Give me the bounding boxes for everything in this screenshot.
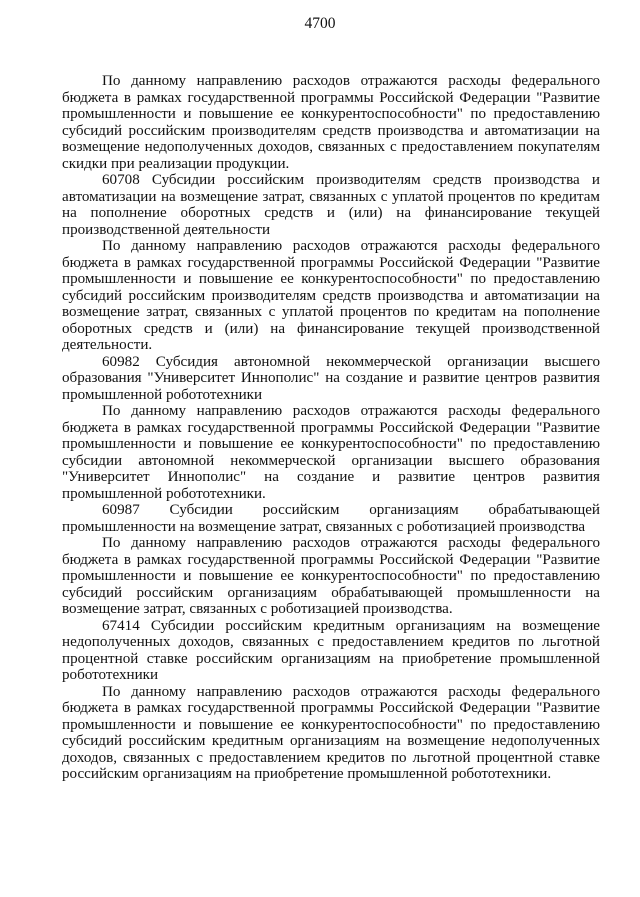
document-body (62, 73, 600, 783)
section-heading-60987: 60987 Субсидии российским организациям обрабатывающей промышленности на возмещение затрат, связанных с роботизацией производства (62, 502, 600, 535)
section-heading-67414: 67414 Субсидии российским кредитным организациям на возмещение недополученных доходов, связанных с предоставлением кредитов по льготной процентной ставке российским организациям на приобретение промышленной робототехники (62, 617, 600, 683)
paragraph: По данному направлению расходов отражаются расходы федерального бюджета в рамках государственной программы Российской Федерации "Развитие промышленности и повышение ее конкурентоспособности" по предоставлению субсидий российским кредитным организациям на возмещение недополученных доходов, связанных с предоставлением кредитов по льготной процентной ставке российским организациям на приобретение промышленной робототехники. (62, 683, 600, 782)
paragraph: По данному направлению расходов отражаются расходы федерального бюджета в рамках государственной программы Российской Федерации "Развитие промышленности и повышение ее конкурентоспособности" по предоставлению субсидии автономной некоммерческой организации высшего образования "Университет Иннополис" на создание и развитие центров развития промышленной робототехники. (62, 403, 600, 502)
section-heading-60708: 60708 Субсидии российским производителям средств производства и автоматизации на возмещение затрат, связанных с уплатой процентов по кредитам на пополнение оборотных средств и (или) на финансирование текущей производственной деятельности (62, 172, 600, 238)
paragraph: По данному направлению расходов отражаются расходы федерального бюджета в рамках государственной программы Российской Федерации "Развитие промышленности и повышение ее конкурентоспособности" по предоставлению субсидий российским производителям средств производства и автоматизации на возмещение недополученных доходов, связанных с предоставлением покупателям скидки при реализации продукции. (62, 73, 600, 172)
paragraph: По данному направлению расходов отражаются расходы федерального бюджета в рамках государственной программы Российской Федерации "Развитие промышленности и повышение ее конкурентоспособности" по предоставлению субсидий российским организациям обрабатывающей промышленности на возмещение затрат, связанных с роботизацией производства. (62, 535, 600, 617)
section-heading-60982: 60982 Субсидия автономной некоммерческой организации высшего образования "Университет Иннополис" на создание и развитие центров развития промышленной робототехники (62, 353, 600, 403)
paragraph: По данному направлению расходов отражаются расходы федерального бюджета в рамках государственной программы Российской Федерации "Развитие промышленности и повышение ее конкурентоспособности" по предоставлению субсидий российским производителям средств производства и автоматизации на возмещение затрат, связанных с уплатой процентов по кредитам на пополнение оборотных средств и (или) на финансирование текущей производственной деятельности. (62, 238, 600, 353)
page-number: 4700 (304, 15, 336, 32)
